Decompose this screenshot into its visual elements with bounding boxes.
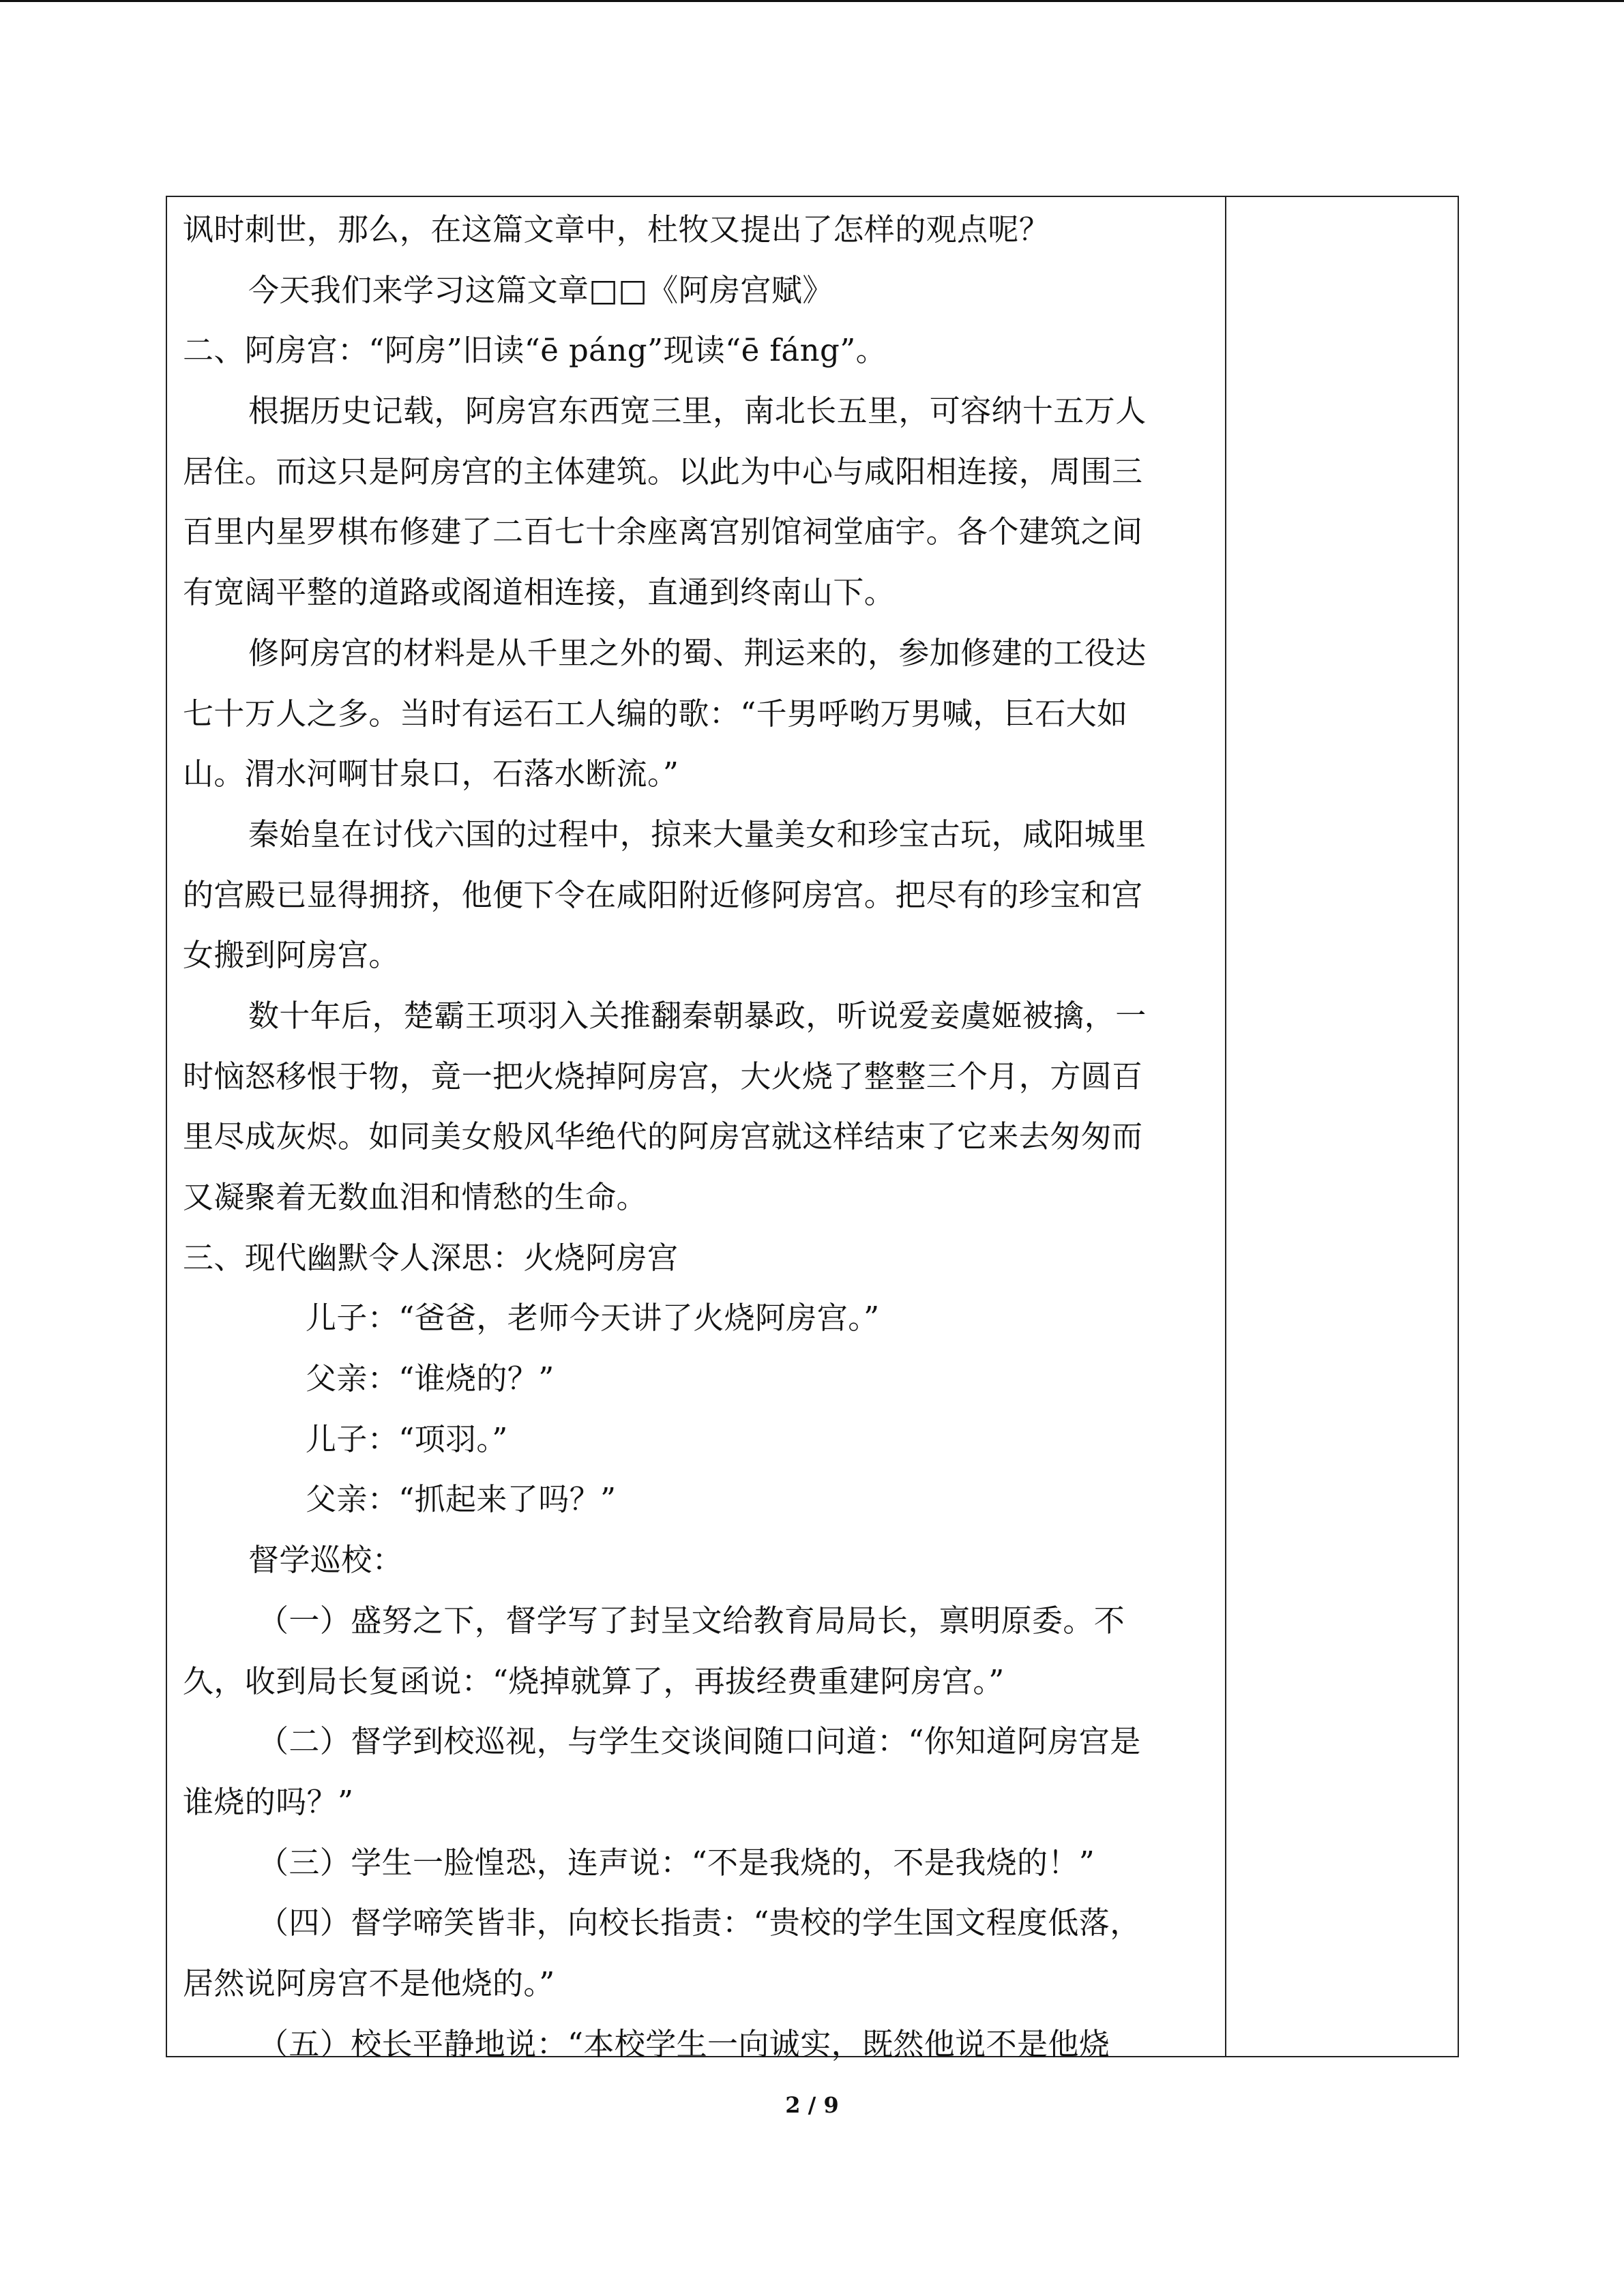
text-line: 三、现代幽默令人深思：火烧阿房宫: [183, 1239, 679, 1276]
text-line: 数十年后，楚霸王项羽入关推翻秦朝暴政，听说爱妾虞姬被擒，一: [248, 997, 1147, 1034]
lesson-table: [166, 196, 1459, 2062]
text-line: 又凝聚着无数血泪和情愁的生命。: [183, 1179, 648, 1215]
text-line: （一）盛努之下，督学写了封呈文给教育局局长，禀明原委。不: [258, 1602, 1125, 1639]
text-line: （五）校长平静地说：“本校学生一向诚实，既然他说不是他烧: [258, 2025, 1110, 2062]
text-line: 根据历史记载，阿房宫东西宽三里，南北长五里，可容纳十五万人: [248, 393, 1147, 430]
text-line: 儿子：“爸爸，老师今天讲了火烧阿房宫。”: [306, 1300, 880, 1337]
text-line: （二）督学到校巡视，与学生交谈间随口问道：“你知道阿房宫是: [258, 1723, 1141, 1760]
text-line: 的宫殿已显得拥挤，他便下令在咸阳附近修阿房宫。把尽有的珍宝和宫: [183, 876, 1143, 913]
text-line: 七十万人之多。当时有运石工人编的歌：“千男呼哟万男喊，巨石大如: [183, 695, 1128, 732]
text-line: 父亲：“谁烧的？”: [306, 1360, 555, 1397]
text-line: 百里内星罗棋布修建了二百七十余座离宫别馆祠堂庙宇。各个建筑之间: [183, 513, 1143, 550]
column-divider: [1225, 197, 1226, 2056]
text-line: 讽时刺世，那么，在这篇文章中，杜牧又提出了怎样的观点呢？: [183, 211, 1050, 248]
text-line: （四）督学啼笑皆非，向校长指责：“贵校的学生国文程度低落，: [258, 1905, 1141, 1941]
text-line: 里尽成灰烬。如同美女般风华绝代的阿房宫就这样结束了它来去匆匆而: [183, 1118, 1143, 1155]
text-line: 今天我们来学习这篇文章□□《阿房宫赋》: [248, 271, 833, 308]
text-line: 女搬到阿房宫。: [183, 937, 400, 974]
text-line: 时恼怒移恨于物，竟一把火烧掉阿房宫，大火烧了整整三个月，方圆百: [183, 1058, 1143, 1094]
text-line: 父亲：“抓起来了吗？”: [306, 1481, 617, 1518]
page-number: 2 / 9: [785, 2092, 839, 2118]
text-line: 山。渭水河啊甘泉口，石落水断流。”: [183, 756, 679, 792]
text-line: 谁烧的吗？”: [183, 1783, 354, 1820]
text-line: 有宽阔平整的道路或阁道相连接，直通到终南山下。: [183, 574, 896, 611]
lesson-content-cell: [183, 200, 1209, 2074]
text-line: 儿子：“项羽。”: [306, 1420, 508, 1457]
text-line: 秦始皇在讨伐六国的过程中，掠来大量美女和珍宝古玩，咸阳城里: [248, 816, 1147, 852]
text-line: 督学巡校：: [248, 1542, 404, 1579]
text-line: 居然说阿房宫不是他烧的。”: [183, 1965, 555, 2001]
text-line: 久，收到局长复函说：“烧掉就算了，再拔经费重建阿房宫。”: [183, 1663, 1005, 1699]
text-line: 居住。而这只是阿房宫的主体建筑。以此为中心与咸阳相连接，周围三: [183, 453, 1143, 490]
top-border-line: [0, 0, 1624, 2]
text-line: （三）学生一脸惶恐，连声说：“不是我烧的，不是我烧的！”: [258, 1844, 1095, 1881]
text-line: 修阿房宫的材料是从千里之外的蜀、荆运来的，参加修建的工役达: [248, 634, 1147, 671]
text-line: 二、阿房宫：“阿房”旧读“ē páng”现读“ē fáng”。: [183, 332, 887, 369]
